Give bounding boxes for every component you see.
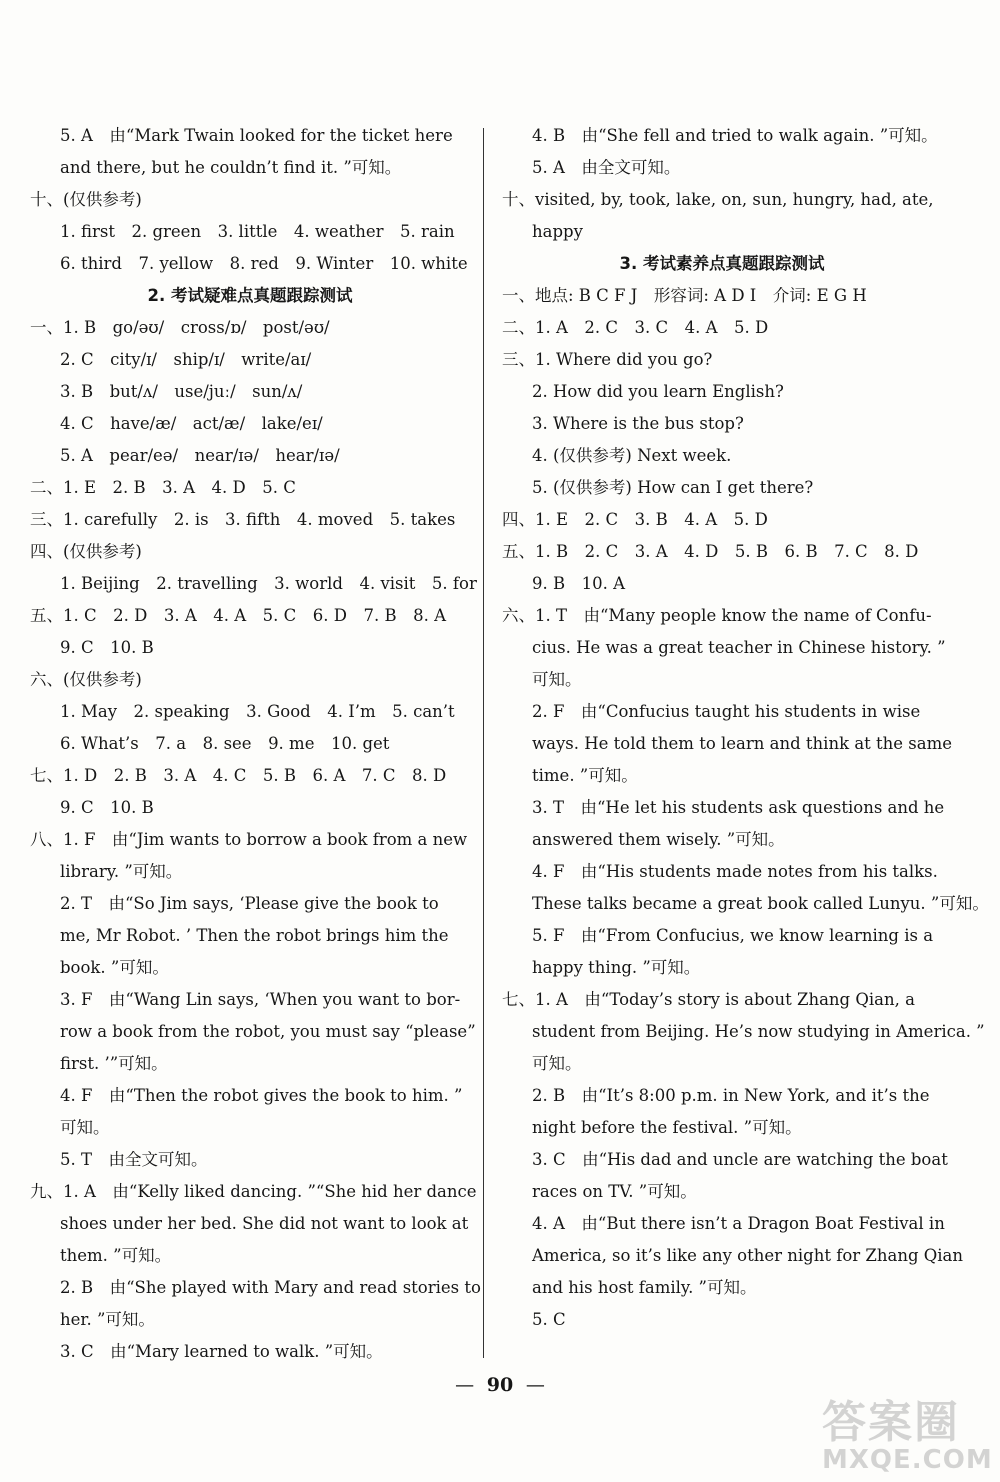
answer-line: 八、1. F 由“Jim wants to borrow a book from a new bbox=[30, 830, 468, 849]
answer-line: happy thing. ”可知。 bbox=[532, 958, 701, 977]
answer-line: 五、1. B 2. C 3. A 4. D 5. B 6. B 7. C 8. D bbox=[502, 542, 919, 561]
answer-line: 九、1. A 由“Kelly liked dancing. ”“She hid her dance bbox=[30, 1182, 477, 1201]
answer-line: 3. C 由“His dad and uncle are watching the boat bbox=[532, 1150, 948, 1169]
answer-line: me, Mr Robot. ’ Then the robot brings him the bbox=[60, 926, 449, 945]
answer-line: 四、(仅供参考) bbox=[30, 542, 142, 561]
answer-line: her. ”可知。 bbox=[60, 1310, 155, 1329]
answer-line: 二、1. E 2. B 3. A 4. D 5. C bbox=[30, 478, 296, 497]
answer-line: ways. He told them to learn and think at the same bbox=[532, 734, 953, 753]
answer-line: 可知。 bbox=[532, 670, 582, 689]
answer-line: 5. C bbox=[532, 1310, 566, 1329]
answer-line: 9. C 10. B bbox=[60, 638, 154, 657]
answer-line: 1. May 2. speaking 3. Good 4. I’m 5. can’t bbox=[60, 702, 455, 721]
answer-line: 三、1. Where did you go? bbox=[502, 350, 713, 369]
left-column bbox=[30, 120, 481, 1368]
answer-line: 3. Where is the bus stop? bbox=[532, 414, 744, 433]
answer-line: 五、1. C 2. D 3. A 4. A 5. C 6. D 7. B 8. A bbox=[30, 606, 446, 625]
answer-line: them. ”可知。 bbox=[60, 1246, 172, 1265]
answer-line: row a book from the robot, you must say “please” bbox=[60, 1022, 476, 1041]
answer-line: 2. F 由“Confucius taught his students in wise bbox=[532, 702, 921, 721]
answer-line: 3. T 由“He let his students ask questions and he bbox=[532, 798, 945, 817]
page-number bbox=[0, 1374, 1000, 1396]
answer-line: 4. C have/æ/ act/æ/ lake/eɪ/ bbox=[60, 414, 323, 433]
page-number-value: 90 bbox=[486, 1374, 514, 1396]
answer-line: 1. first 2. green 3. little 4. weather 5. rain bbox=[60, 222, 455, 241]
answer-line: 4. B 由“She fell and tried to walk again. ”可知。 bbox=[532, 126, 938, 145]
answer-line: and his host family. ”可知。 bbox=[532, 1278, 757, 1297]
answer-line: 可知。 bbox=[532, 1054, 582, 1073]
section-heading: 3. 考试素养点真题跟踪测试 bbox=[619, 254, 825, 273]
answer-line: 三、1. carefully 2. is 3. fifth 4. moved 5. takes bbox=[30, 510, 456, 529]
answer-line: 9. B 10. A bbox=[532, 574, 626, 593]
answer-line: 十、visited, by, took, lake, on, sun, hungry, had, ate, bbox=[502, 190, 934, 209]
right-column bbox=[502, 120, 989, 1336]
answer-line: races on TV. ”可知。 bbox=[532, 1182, 697, 1201]
answer-line: 一、地点: B C F J 形容词: A D I 介词: E G H bbox=[502, 286, 867, 305]
answer-line: 十、(仅供参考) bbox=[30, 190, 142, 209]
answer-line: and there, but he couldn’t find it. ”可知。 bbox=[60, 158, 402, 177]
section-heading: 2. 考试疑难点真题跟踪测试 bbox=[147, 286, 353, 305]
answer-line: 3. B but/ʌ/ use/juː/ sun/ʌ/ bbox=[60, 382, 303, 401]
watermark-bottom: MXQE.COM bbox=[822, 1445, 993, 1475]
answer-line: 3. F 由“Wang Lin says, ‘When you want to bor- bbox=[60, 990, 461, 1009]
answer-line: first. ’”可知。 bbox=[60, 1054, 168, 1073]
page-number-dash-right: — bbox=[525, 1374, 545, 1396]
answer-line: 七、1. A 由“Today’s story is about Zhang Qian, a bbox=[502, 990, 915, 1009]
answer-line: 六、1. T 由“Many people know the name of Confu- bbox=[502, 606, 932, 625]
answer-line: 四、1. E 2. C 3. B 4. A 5. D bbox=[502, 510, 768, 529]
answer-line: 一、1. B go/əʊ/ cross/ɒ/ post/əʊ/ bbox=[30, 318, 330, 337]
answer-line: 5. A pear/eə/ near/ɪə/ hear/ɪə/ bbox=[60, 446, 340, 465]
answer-line: 5. (仅供参考) How can I get there? bbox=[532, 478, 814, 497]
page-number-dash-left: — bbox=[455, 1374, 475, 1396]
column-divider bbox=[483, 128, 484, 1358]
answer-line: night before the festival. ”可知。 bbox=[532, 1118, 802, 1137]
answer-line: 2. B 由“She played with Mary and read stories to bbox=[60, 1278, 481, 1297]
answer-line: America, so it’s like any other night for Zhang Qian bbox=[532, 1246, 964, 1265]
answer-line: 1. Beijing 2. travelling 3. world 4. visit 5. for bbox=[60, 574, 477, 593]
answer-line: book. ”可知。 bbox=[60, 958, 169, 977]
answer-line: 4. (仅供参考) Next week. bbox=[532, 446, 732, 465]
answer-line: 2. How did you learn English? bbox=[532, 382, 784, 401]
answer-line: 4. F 由“His students made notes from his talks. bbox=[532, 862, 938, 881]
answer-line: 5. A 由“Mark Twain looked for the ticket here bbox=[60, 126, 453, 145]
answer-line: student from Beijing. He’s now studying in America. ” bbox=[532, 1022, 985, 1041]
watermark-logo bbox=[822, 1397, 993, 1478]
answer-line: 9. C 10. B bbox=[60, 798, 154, 817]
answer-line: 2. T 由“So Jim says, ‘Please give the book to bbox=[60, 894, 439, 913]
answer-line: 5. T 由全文可知。 bbox=[60, 1150, 208, 1169]
answer-line: These talks became a great book called Lunyu. ”可知。 bbox=[532, 894, 989, 913]
answer-line: 七、1. D 2. B 3. A 4. C 5. B 6. A 7. C 8. D bbox=[30, 766, 447, 785]
answer-line: 4. F 由“Then the robot gives the book to him. ” bbox=[60, 1086, 463, 1105]
answer-line: 6. What’s 7. a 8. see 9. me 10. get bbox=[60, 734, 390, 753]
answer-line: 5. F 由“From Confucius, we know learning is a bbox=[532, 926, 934, 945]
answer-line: 2. C city/ɪ/ ship/ɪ/ write/aɪ/ bbox=[60, 350, 312, 369]
answer-line: 5. A 由全文可知。 bbox=[532, 158, 681, 177]
answer-line: happy bbox=[532, 222, 583, 241]
answer-line: library. ”可知。 bbox=[60, 862, 183, 881]
answer-line: 二、1. A 2. C 3. C 4. A 5. D bbox=[502, 318, 769, 337]
answer-line: 六、(仅供参考) bbox=[30, 670, 142, 689]
watermark-top: 答案圈 bbox=[822, 1397, 960, 1448]
answer-line: answered them wisely. ”可知。 bbox=[532, 830, 785, 849]
answer-line: cius. He was a great teacher in Chinese history. ” bbox=[532, 638, 946, 657]
answer-line: 6. third 7. yellow 8. red 9. Winter 10. white bbox=[60, 254, 468, 273]
answer-line: 4. A 由“But there isn’t a Dragon Boat Festival in bbox=[532, 1214, 945, 1233]
answer-line: 2. B 由“It’s 8:00 p.m. in New York, and it’s the bbox=[532, 1086, 930, 1105]
answer-line: 3. C 由“Mary learned to walk. ”可知。 bbox=[60, 1342, 383, 1361]
answer-line: shoes under her bed. She did not want to look at bbox=[60, 1214, 469, 1233]
answer-line: time. ”可知。 bbox=[532, 766, 638, 785]
answer-line: 可知。 bbox=[60, 1118, 110, 1137]
